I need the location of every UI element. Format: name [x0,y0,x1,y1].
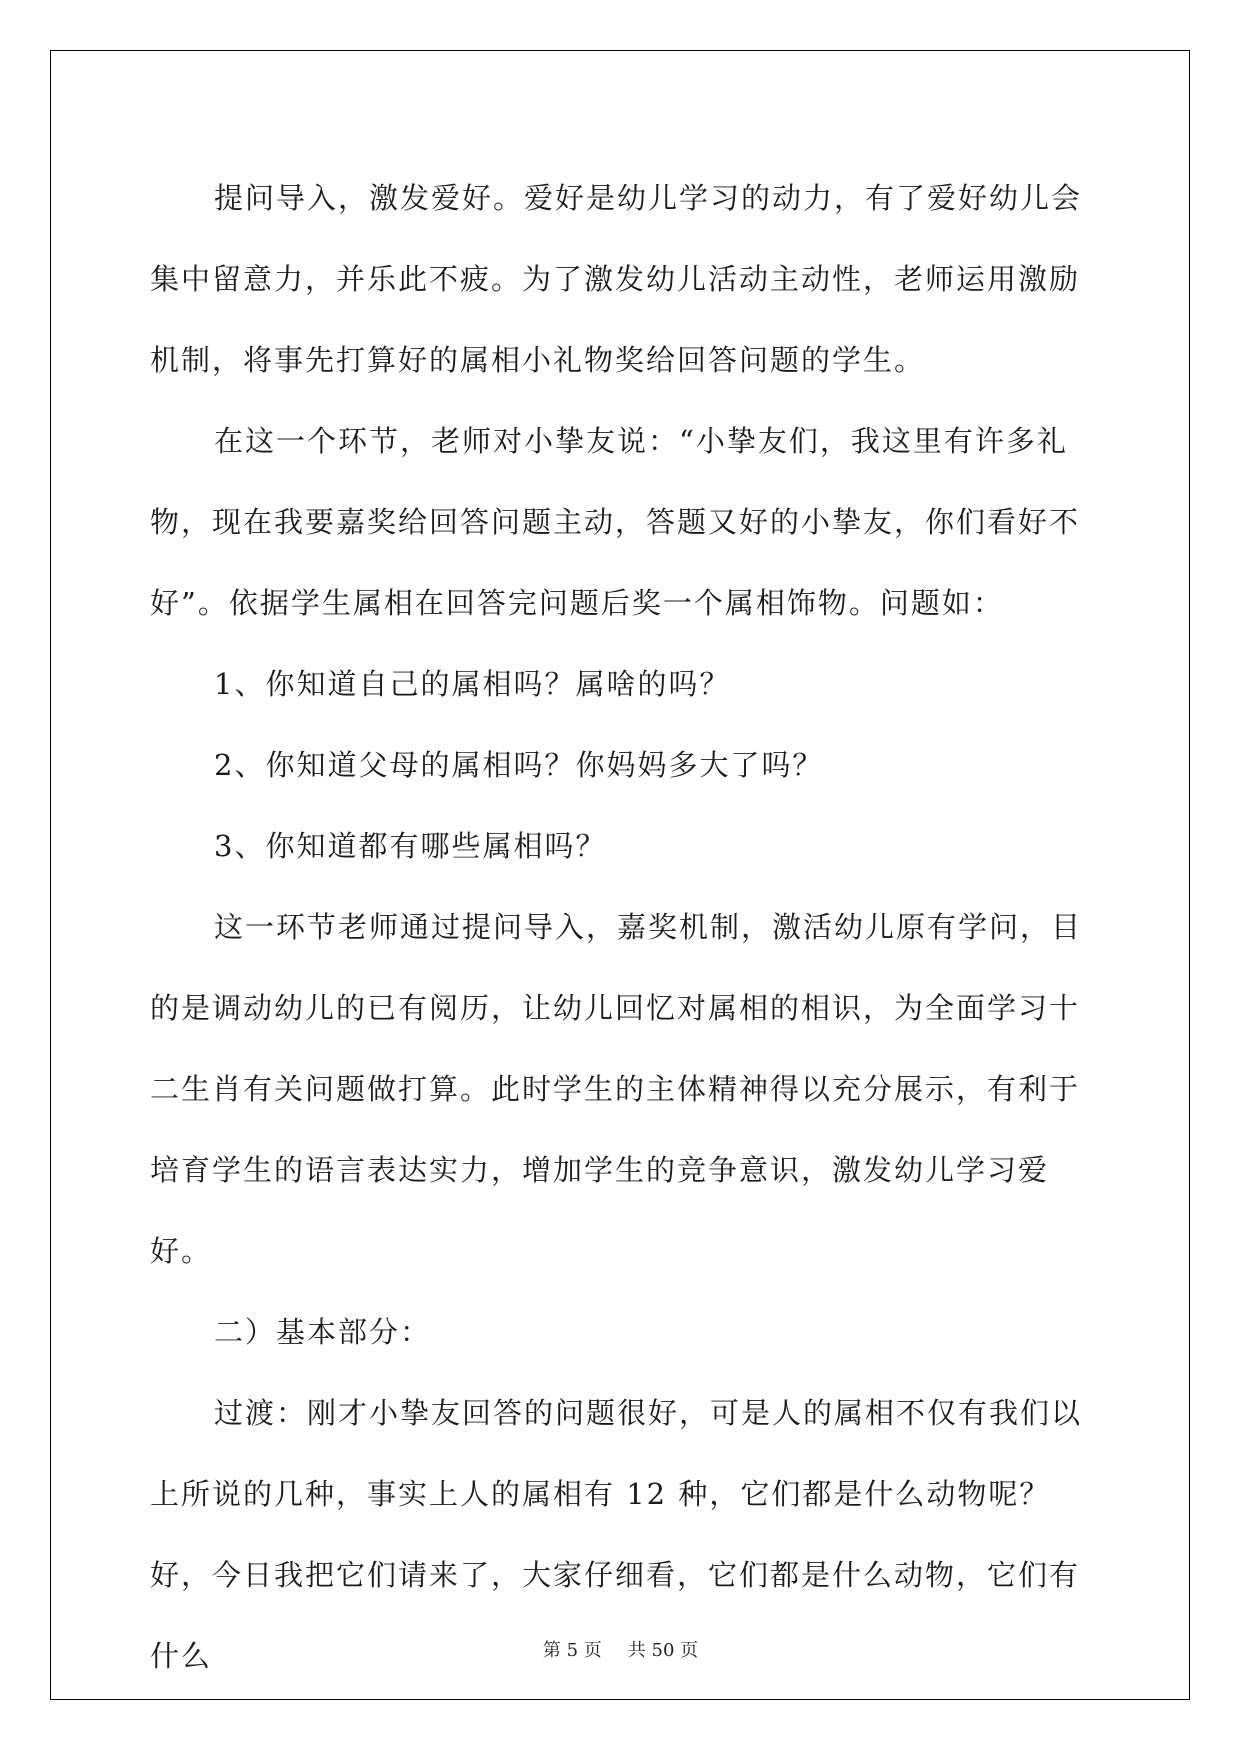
page-total: 共 50 页 [627,1640,699,1661]
page-number: 第 5 页 [542,1640,602,1661]
question-item-2: 2、你知道父母的属相吗？你妈妈多大了吗？ [214,748,824,782]
page-footer [0,1636,1241,1662]
section-heading-basic: 二）基本部分： [214,1315,432,1349]
question-item-3: 3、你知道都有哪些属相吗？ [214,829,607,863]
document-body [150,158,1091,1697]
paragraph-teacher-quote: 在这一个环节，老师对小挚友说：“小挚友们，我这里有许多礼物，现在我要嘉奖给回答问题主动，答题又好的小挚友，你们看好不好”。依据学生属相在回答完问题后奖一个属相饰物。问题如： [150,424,1081,620]
paragraph-transition: 过渡：刚才小挚友回答的问题很好，可是人的属相不仅有我们以上所说的几种，事实上人的属相有 12 种，它们都是什么动物呢？好，今日我把它们请来了，大家仔细看，它们都是什么动物，它们有什么 [150,1396,1083,1673]
paragraph-analysis: 这一环节老师通过提问导入，嘉奖机制，激活幼儿原有学问，目的是调动幼儿的已有阅历，让幼儿回忆对属相的相识，为全面学习十二生肖有关问题做打算。此时学生的主体精神得以充分展示，有利于培育学生的语言表达实力，增加学生的竞争意识，激发幼儿学习爱好。 [150,910,1083,1268]
question-item-1: 1、你知道自己的属相吗？属啥的吗？ [214,667,731,701]
paragraph-intro: 提问导入，激发爱好。爱好是幼儿学习的动力，有了爱好幼儿会集中留意力，并乐此不疲。为了激发幼儿活动主动性，老师运用激励机制，将事先打算好的属相小礼物奖给回答问题的学生。 [150,181,1083,377]
